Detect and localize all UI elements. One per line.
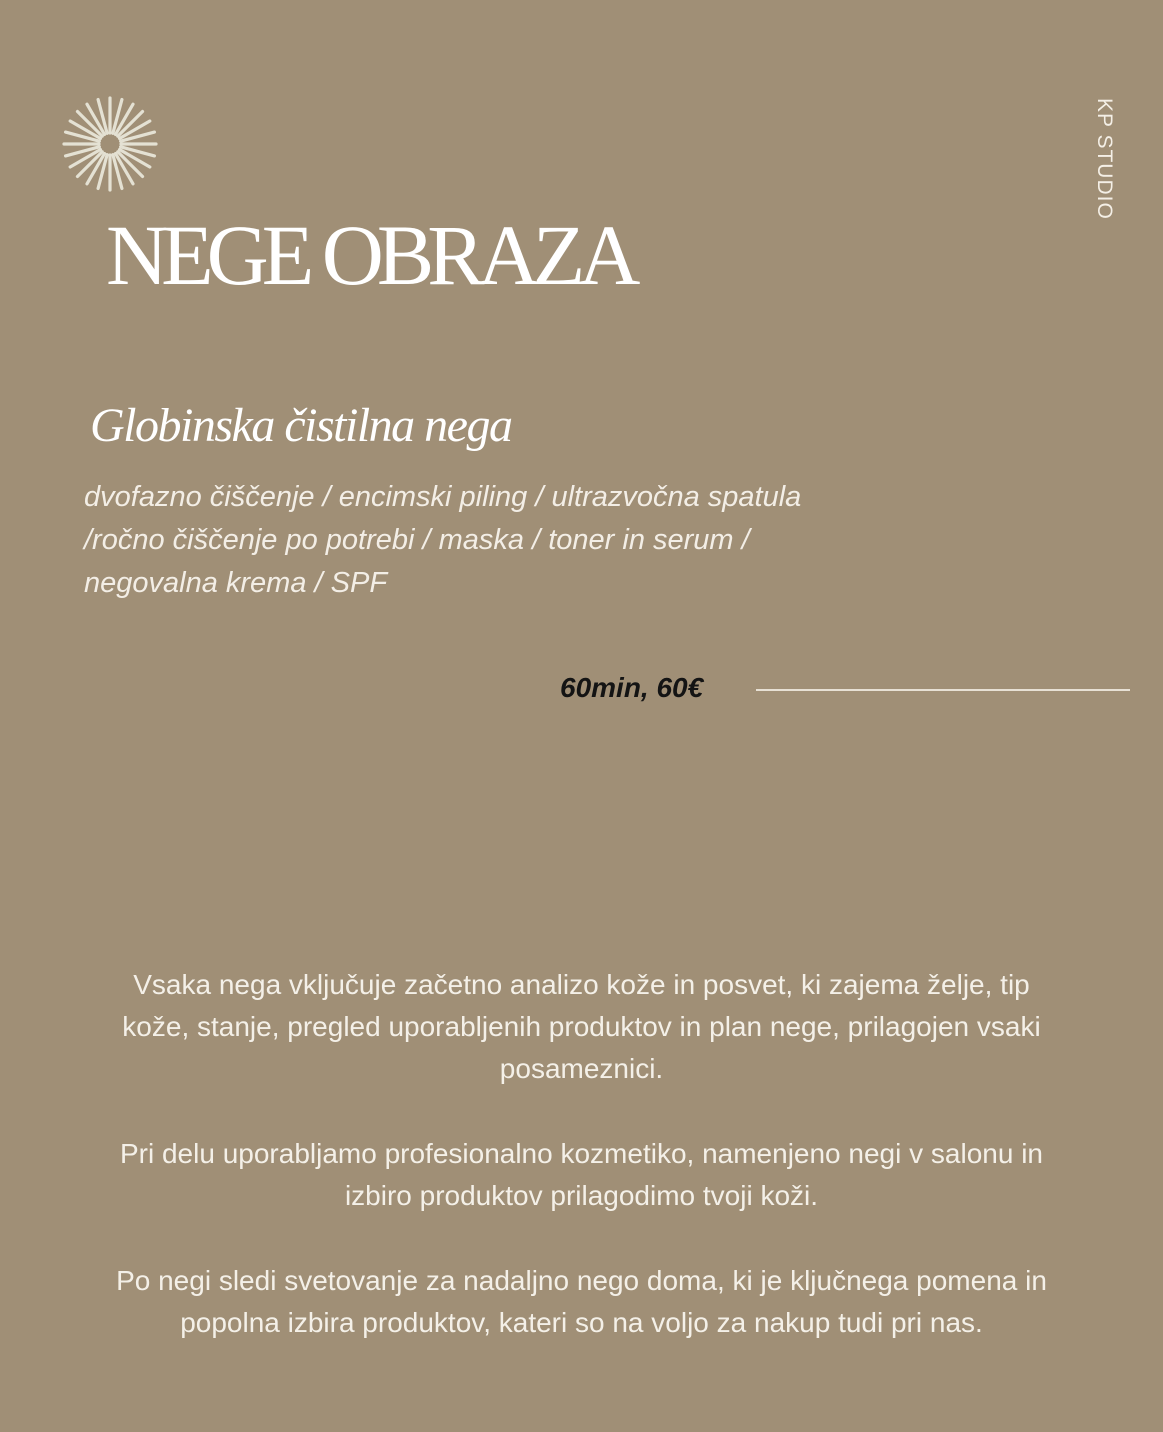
- info-paragraph-cosmetics: Pri delu uporabljamo profesionalno kozmetiko, namenjeno negi v salonu in izbiro produktov prilagodimo tvoji koži.: [119, 1138, 1043, 1211]
- page-title: NEGE OBRAZA: [106, 207, 634, 303]
- price-divider: [756, 689, 1130, 691]
- info-paragraph-analysis: Vsaka nega vključuje začetno analizo kože in posvet, ki zajema želje, tip kože, stanje, pregled uporabljenih produktov in plan nege, prilagojen vsaki posameznici.: [122, 969, 1041, 1084]
- treatment-price: 60min, 60€: [560, 672, 704, 703]
- brand-label: KP STUDIO: [1093, 98, 1116, 220]
- treatment-name: Globinska čistilna nega: [90, 399, 512, 452]
- info-paragraph-homecare: Po negi sledi svetovanje za nadaljno nego doma, ki je ključnega pomena in popolna izbira produktov, kateri so na voljo za nakup tudi pri nas.: [116, 1265, 1047, 1338]
- sunburst-icon: [62, 96, 158, 192]
- treatment-description: dvofazno čiščenje / encimski piling / ultrazvočna spatula /ročno čiščenje po potrebi / maska / toner in serum / negovalna krema / SPF: [84, 481, 802, 599]
